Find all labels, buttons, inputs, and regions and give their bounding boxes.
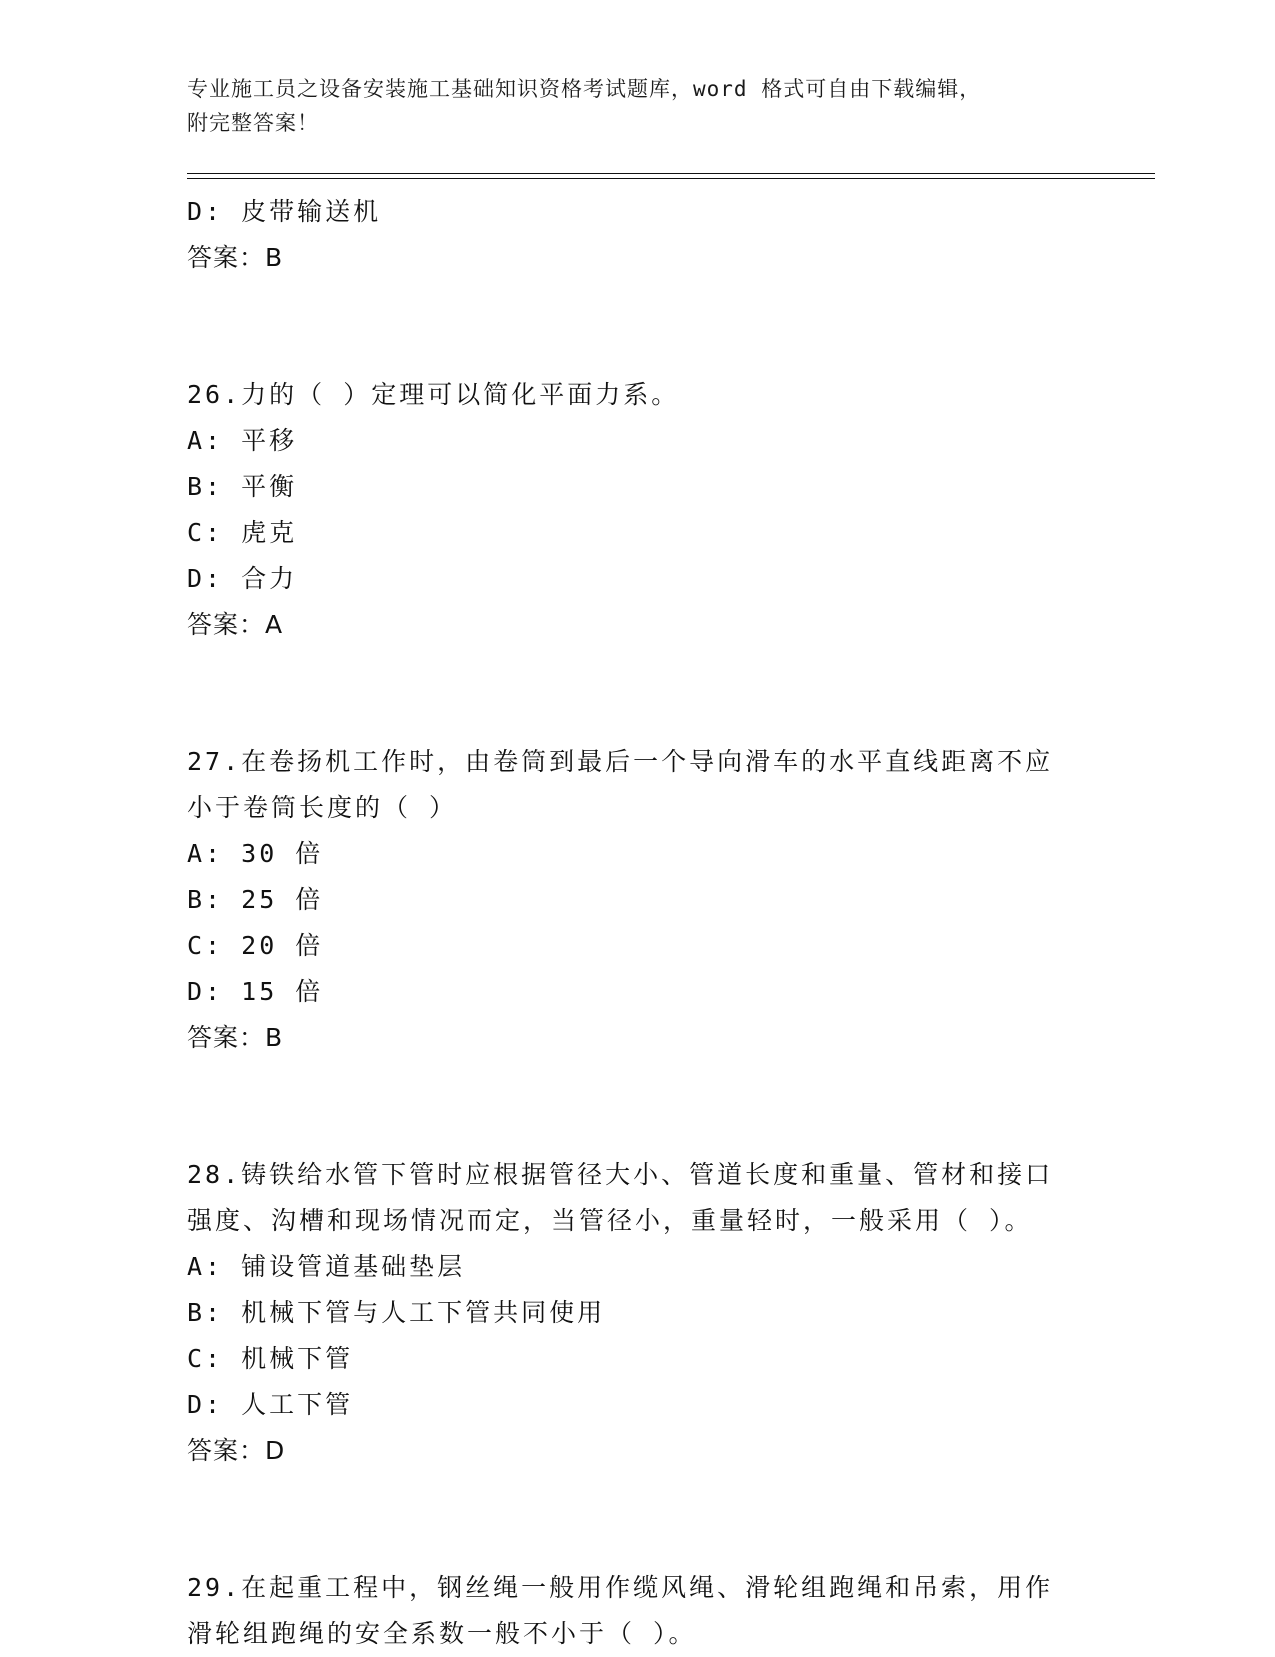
question-29 — [187, 1565, 1087, 1657]
option-a: A: 平移 — [187, 426, 298, 455]
question-stem: 29.在起重工程中，钢丝绳一般用作缆风绳、滑轮组跑绳和吊索，用作 — [187, 1573, 1054, 1602]
question-27 — [187, 739, 1087, 1061]
header-divider-bottom — [187, 178, 1155, 179]
question-26 — [187, 372, 1087, 648]
document-header — [187, 72, 1067, 140]
answer: 答案：D — [187, 1436, 286, 1465]
option-b: B: 平衡 — [187, 472, 298, 501]
question-stem-cont: 强度、沟槽和现场情况而定，当管径小，重量轻时，一般采用（ ）。 — [187, 1206, 1033, 1235]
option-d: D: 皮带输送机 — [187, 197, 382, 226]
option-d: D: 人工下管 — [187, 1390, 354, 1419]
option-b: B: 25 倍 — [187, 885, 324, 914]
answer: 答案：A — [187, 610, 284, 639]
option-c: C: 机械下管 — [187, 1344, 354, 1373]
option-a: A: 30 倍 — [187, 839, 324, 868]
question-28 — [187, 1152, 1087, 1474]
option-a: A: 铺设管道基础垫层 — [187, 1252, 466, 1281]
option-c: C: 20 倍 — [187, 931, 324, 960]
question-stem-cont: 小于卷筒长度的（ ） — [187, 793, 458, 822]
answer: 答案：B — [187, 1023, 284, 1052]
option-c: C: 虎克 — [187, 518, 298, 547]
question-list — [187, 189, 1087, 1657]
header-line-1: 专业施工员之设备安装施工基础知识资格考试题库，word 格式可自由下载编辑， — [187, 77, 982, 101]
question-stem: 27.在卷扬机工作时，由卷筒到最后一个导向滑车的水平直线距离不应 — [187, 747, 1054, 776]
header-divider-top — [187, 173, 1155, 174]
option-b: B: 机械下管与人工下管共同使用 — [187, 1298, 606, 1327]
header-line-2: 附完整答案！ — [187, 111, 319, 135]
answer: 答案：B — [187, 243, 284, 272]
option-d: D: 合力 — [187, 564, 298, 593]
question-stem-cont: 滑轮组跑绳的安全系数一般不小于（ ）。 — [187, 1619, 697, 1648]
option-d: D: 15 倍 — [187, 977, 324, 1006]
question-stem: 26.力的（ ）定理可以简化平面力系。 — [187, 380, 680, 409]
question-stem: 28.铸铁给水管下管时应根据管径大小、管道长度和重量、管材和接口 — [187, 1160, 1054, 1189]
